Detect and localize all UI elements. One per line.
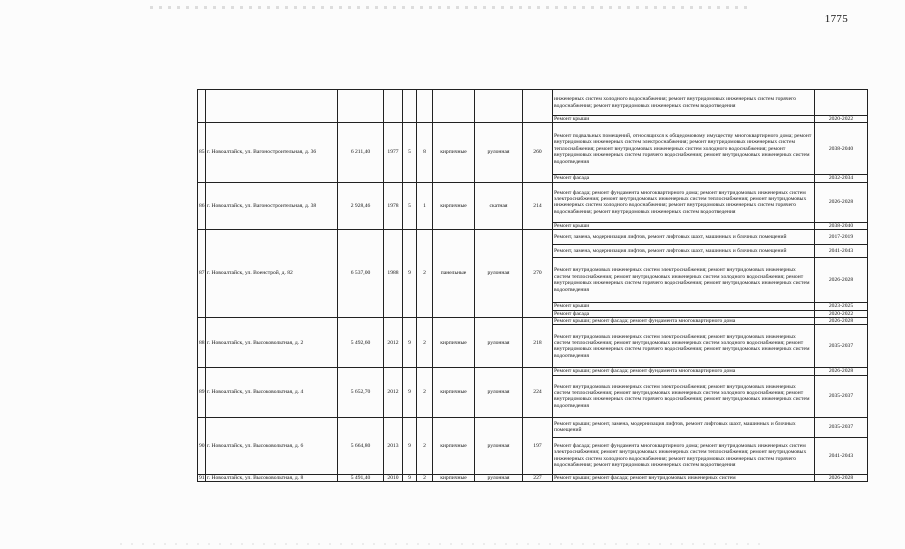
work-type-cell: Ремонт внутридомовых инженерных систем электроснабжения; ремонт внутридомовых инженерных систем теплоснабжения; ремонт внутридомовых инженерных систем холодного водоснабжения; ремонт внутридомовых инженерных систем горячего водоснабжения; ремонт внутридомовых инженерных систем водоотведения xyxy=(553,325,815,368)
period-cell: 2026-2028 xyxy=(815,258,868,303)
row-number: 87 xyxy=(198,230,206,318)
address-cell: г. Новоалтайск, ул. Высоковольтная, д. 8 xyxy=(206,474,338,481)
table-row xyxy=(198,318,868,325)
work-type-cell: инженерных систем холодного водоснабжения; ремонт внутридомовых инженерных систем горячего водоснабжения; ремонт внутридомовых инженерных систем водоотведения xyxy=(553,90,815,116)
work-type-cell: Ремонт фасада; ремонт фундамента многоквартирного дома; ремонт внутридомовых инженерных систем электроснабжения; ремонт внутридомовых инженерных систем теплоснабжения; ремонт внутридомовых инженерных систем холодного водоснабжения; ремонт внутридомовых инженерных систем горячего водоснабжения; ремонт внутридомовых инженерных систем водоотведения xyxy=(553,182,815,222)
scan-artifact xyxy=(120,543,760,545)
work-type-cell: Ремонт, замена, модернизация лифтов, ремонт лифтовых шахт, машинных и блочных помещений xyxy=(553,230,815,245)
work-type-cell: Ремонт подвальных помещений, относящихся к общедомовому имуществу многоквартирного дома; ремонт внутридомовых инженерных систем электроснабжения; ремонт внутридомовых инженерных систем теплоснабжения; ремонт внутридомовых инженерных систем холодного водоснабжения; ремонт внутридомовых инженерных систем горячего водоснабжения; ремонт внутридомовых инженерных систем водоотведения xyxy=(553,123,815,175)
wall-material-cell: кирпичные xyxy=(433,182,475,229)
residents-cell: 197 xyxy=(523,417,553,474)
period-cell: 2020-2022 xyxy=(815,310,868,317)
period-cell: 2026-2028 xyxy=(815,368,868,375)
year-cell: 2012 xyxy=(384,318,403,368)
wall-material-cell: кирпичные xyxy=(433,318,475,368)
roof-type-cell: рулонная xyxy=(475,474,523,481)
row-number: 91 xyxy=(199,474,205,481)
work-type-cell: Ремонт крыши xyxy=(553,303,815,310)
row-number: 89 xyxy=(198,368,206,417)
table-row xyxy=(198,182,868,222)
roof-type-cell: рулонная xyxy=(475,368,523,417)
floors-cell: 9 xyxy=(403,417,417,474)
address-cell: г. Новоалтайск, ул. Военстрой, д. 82 xyxy=(206,230,338,318)
residents-cell: 227 xyxy=(523,474,553,481)
year-cell: 1978 xyxy=(384,182,403,229)
area-cell: 6 211,40 xyxy=(338,123,384,182)
entrances-cell: 2 xyxy=(417,230,433,318)
table-row xyxy=(198,474,868,481)
wall-material-cell: кирпичные xyxy=(433,417,475,474)
scan-artifact xyxy=(150,6,750,9)
table-row xyxy=(198,230,868,245)
work-type-cell: Ремонт фасада xyxy=(553,175,815,182)
period-cell: 2038-2040 xyxy=(815,222,868,229)
table-row xyxy=(198,368,868,375)
wall-material-cell: кирпичные xyxy=(433,368,475,417)
row-number xyxy=(198,90,206,123)
wall-material-cell: панельные xyxy=(433,230,475,318)
entrances-cell: 2 xyxy=(417,417,433,474)
work-type-cell: Ремонт крыши; ремонт фасада; ремонт фундамента многоквартирного дома xyxy=(553,318,815,325)
period-cell: 2032-2034 xyxy=(815,175,868,182)
table-row xyxy=(198,123,868,175)
area-cell: 5 664,80 xyxy=(338,417,384,474)
year-cell xyxy=(384,90,403,123)
work-type-cell: Ремонт фасада xyxy=(553,310,815,317)
period-cell: 2026-2028 xyxy=(815,474,868,481)
table-row xyxy=(198,417,868,437)
floors-cell: 9 xyxy=(403,318,417,368)
period-cell: 2038-2040 xyxy=(815,123,868,175)
row-number: 90 xyxy=(198,417,206,474)
roof-type-cell xyxy=(475,90,523,123)
floors-cell xyxy=(403,90,417,123)
floors-cell: 9 xyxy=(403,368,417,417)
residents-cell: 214 xyxy=(523,182,553,229)
period-cell: 2017-2019 xyxy=(815,230,868,245)
row-number: 88 xyxy=(198,318,206,368)
table-row xyxy=(198,90,868,116)
floors-cell: 5 xyxy=(403,182,417,229)
floors-cell: 9 xyxy=(403,230,417,318)
row-number: 85 xyxy=(198,123,206,182)
residents-cell: 224 xyxy=(523,368,553,417)
entrances-cell: 2 xyxy=(417,368,433,417)
residents-cell xyxy=(523,90,553,123)
roof-type-cell: рулонная xyxy=(475,417,523,474)
period-cell: 2026-2028 xyxy=(815,182,868,222)
period-cell: 2020-2022 xyxy=(815,116,868,123)
work-type-cell: Ремонт крыши xyxy=(553,116,815,123)
residents-cell: 270 xyxy=(523,230,553,318)
period-cell: 2035-2037 xyxy=(815,417,868,437)
floors-cell: 9 xyxy=(403,474,417,481)
page-number: 1775 xyxy=(824,13,848,25)
period-cell: 2026-2028 xyxy=(815,318,868,325)
address-cell xyxy=(206,90,338,123)
period-cell: 2035-2037 xyxy=(815,375,868,417)
roof-type-cell: рулонная xyxy=(475,318,523,368)
wall-material-cell xyxy=(433,90,475,123)
work-type-cell: Ремонт внутридомовых инженерных систем электроснабжения; ремонт внутридомовых инженерных систем теплоснабжения; ремонт внутридомовых инженерных систем холодного водоснабжения; ремонт внутридомовых инженерных систем горячего водоснабжения; ремонт внутридомовых инженерных систем водоотведения xyxy=(553,375,815,417)
year-cell: 1988 xyxy=(384,230,403,318)
period-cell: 2041-2043 xyxy=(815,245,868,258)
area-cell: 6 537,00 xyxy=(338,230,384,318)
entrances-cell: 2 xyxy=(417,318,433,368)
capital-repair-table xyxy=(197,89,868,482)
period-cell: 2023-2025 xyxy=(815,303,868,310)
year-cell: 2010 xyxy=(384,474,403,481)
address-cell: г. Новоалтайск, ул. Вагоностроительная, д. 38 xyxy=(206,182,338,229)
wall-material-cell: кирпичные xyxy=(433,123,475,182)
table-body xyxy=(198,90,868,482)
floors-cell: 5 xyxy=(403,123,417,182)
area-cell: 2 928,46 xyxy=(338,182,384,229)
address-cell: г. Новоалтайск, ул. Высоковольтная, д. 4 xyxy=(206,368,338,417)
residents-cell: 260 xyxy=(523,123,553,182)
period-cell: 2041-2043 xyxy=(815,437,868,474)
entrances-cell: 8 xyxy=(417,123,433,182)
work-type-cell: Ремонт внутридомовых инженерных систем электроснабжения; ремонт внутридомовых инженерных систем теплоснабжения; ремонт внутридомовых инженерных систем холодного водоснабжения; ремонт внутридомовых инженерных систем горячего водоснабжения; ремонт внутридомовых инженерных систем водоотведения xyxy=(553,258,815,303)
period-cell xyxy=(815,90,868,116)
residents-cell: 218 xyxy=(523,318,553,368)
work-type-cell: Ремонт, замена, модернизация лифтов, ремонт лифтовых шахт, машинных и блочных помещений xyxy=(553,245,815,258)
address-cell: г. Новоалтайск, ул. Высоковольтная, д. 6 xyxy=(206,417,338,474)
work-type-cell: Ремонт крыши xyxy=(553,222,815,229)
year-cell: 2012 xyxy=(384,368,403,417)
work-type-cell: Ремонт крыши; ремонт фасада; ремонт фундамента многоквартирного дома xyxy=(553,368,815,375)
work-type-cell: Ремонт крыши; ремонт, замена, модернизация лифтов, ремонт лифтовых шахт, машинных и блочных помещений xyxy=(553,417,815,437)
address-cell: г. Новоалтайск, ул. Высоковольтная, д. 2 xyxy=(206,318,338,368)
year-cell: 2013 xyxy=(384,417,403,474)
work-type-cell: Ремонт фасада; ремонт фундамента многоквартирного дома; ремонт внутридомовых инженерных систем электроснабжения; ремонт внутридомовых инженерных систем теплоснабжения; ремонт внутридомовых инженерных систем холодного водоснабжения; ремонт внутридомовых инженерных систем горячего водоснабжения; ремонт внутридомовых инженерных систем водоотведения xyxy=(553,437,815,474)
area-cell: 5 652,70 xyxy=(338,368,384,417)
entrances-cell xyxy=(417,90,433,123)
period-cell: 2035-2037 xyxy=(815,325,868,368)
roof-type-cell: рулонная xyxy=(475,123,523,182)
entrances-cell: 1 xyxy=(417,182,433,229)
area-cell: 5 491,40 xyxy=(338,474,384,481)
wall-material-cell: кирпичные xyxy=(433,474,475,481)
area-cell xyxy=(338,90,384,123)
year-cell: 1977 xyxy=(384,123,403,182)
work-type-cell: Ремонт крыши; ремонт фасада; ремонт внутридомовых инженерных систем xyxy=(553,474,815,481)
row-number: 86 xyxy=(198,182,206,229)
roof-type-cell: рулонная xyxy=(475,230,523,318)
entrances-cell: 2 xyxy=(417,474,433,481)
address-cell: г. Новоалтайск, ул. Вагоностроительная, д. 36 xyxy=(206,123,338,182)
area-cell: 5 492,60 xyxy=(338,318,384,368)
roof-type-cell: скатная xyxy=(475,182,523,229)
